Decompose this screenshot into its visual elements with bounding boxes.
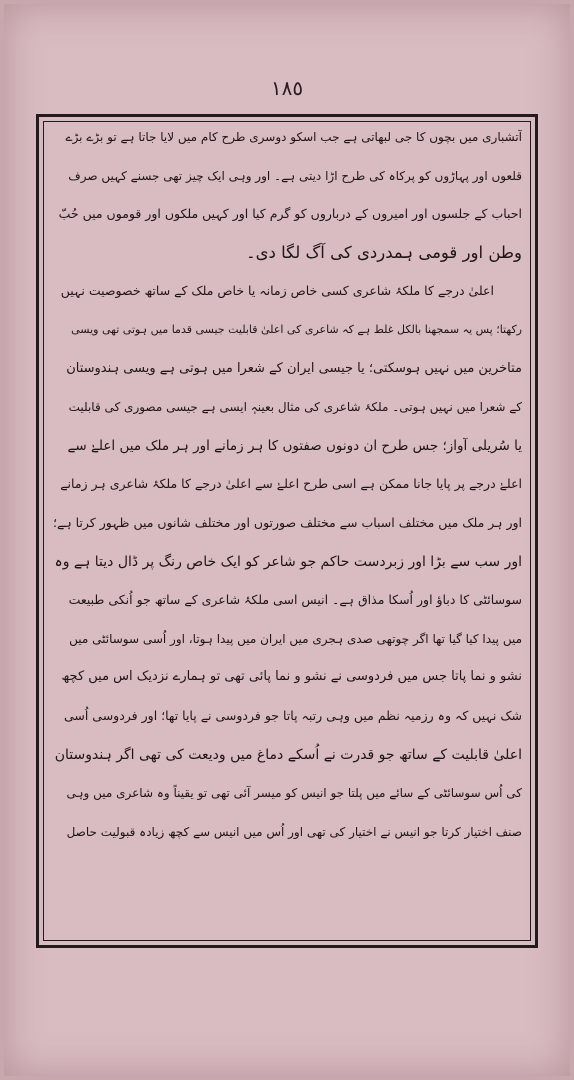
text-line: سوسائٹی کا دباؤ اور اُسکا مذاق ہے۔ انیس اسی ملکۂ شاعری کے ساتھ جو اُنکی طبیعت — [68, 592, 522, 608]
text-line: نشو و نما پاتا جس میں فردوسی نے نشو و نما پائی تھی تو ہمارے نزدیک اس میں کچھ — [61, 669, 522, 685]
text-line: صنف اختیار کرتا جو انیس نے اختیار کی تھی اور اُس میں انیس سے کچھ زیادہ قبولیت حاصل — [66, 824, 522, 839]
text-line: اور سب سے بڑا اور زبردست حاکم جو شاعر کو ایک خاص رنگ پر ڈال دیتا ہے وہ — [54, 553, 522, 570]
text-line: آتشباری میں بچوں کا جی لبھاتی ہے جب اسکو دوسری طرح کام میں لایا جاتا ہے تو بڑے بڑے — [65, 130, 522, 144]
text-line: وطن اور قومی ہمدردی کی آگ لگا دی۔ — [245, 242, 522, 262]
text-line: اعلیٰ درجے کا ملکۂ شاعری کسی خاص زمانہ یا خاص ملک کے ساتھ خصوصیت نہیں — [60, 283, 494, 299]
text-line: اعلیٰ قابلیت کے ساتھ جو قدرت نے اُسکے دماغ میں ودیعت کی تھی اگر ہندوستان — [54, 746, 522, 763]
text-line: میں پیدا کیا گیا تھا اگر چوتھی صدی ہجری میں ایران میں پیدا ہوتا، اور اُسی سوسائٹی میں — [69, 631, 522, 646]
body-text — [52, 118, 522, 938]
text-line: رکھتا؛ پس یہ سمجھنا بالکل غلط ہے کہ شاعری کی اعلیٰ قابلیت جیسی قدما میں ہوتی تھی ویسی — [71, 322, 522, 336]
text-line: قلعوں اور پہاڑوں کو پرکاہ کی طرح اڑا دیتی ہے۔ اور وہی ایک چیز تھی جسنے کہیں صرف — [68, 168, 522, 183]
text-line: یا سُریلی آواز؛ جس طرح ان دونوں صفتوں کا ہر زمانے اور ہر ملک میں اعلےٰ سے — [67, 437, 522, 454]
text-line: اور ہر ملک میں مختلف اسباب سے مختلف صورتوں اور مختلف شانوں میں ظہور کرتا ہے؛ — [53, 514, 522, 530]
page-number: ١٨٥ — [270, 76, 304, 100]
text-line: شک نہیں کہ وہ رزمیہ نظم میں وہی رتبہ پاتا جو فردوسی نے پایا تھا؛ اور فردوسی اُسی — [63, 707, 522, 723]
text-line: کی اُس سوسائٹی کے سائے میں پلتا جو انیس کو میسر آئی تھی تو یقیناً وہ شاعری میں وہی — [66, 786, 522, 801]
text-line: احباب کے جلسوں اور امیروں کے درباروں کو گرم کیا اور کہیں ملکوں اور قوموں میں حُبّ — [58, 206, 522, 222]
text-line: کے شعرا میں نہیں ہوتی۔ ملکۂ شاعری کی مثال بعینہٖ ایسی ہے جیسی مصوری کی قابلیت — [68, 400, 522, 415]
text-line: اعلےٰ درجے پر پایا جانا ممکن ہے اسی طرح اعلےٰ سے اعلیٰ درجے کا ملکۂ شاعری ہر زمانے — [60, 476, 522, 492]
text-line: متاخرین میں نہیں ہوسکتی؛ یا جیسی ایران کے شعرا میں ہوتی ہے ویسی ہندوستان — [66, 360, 522, 376]
